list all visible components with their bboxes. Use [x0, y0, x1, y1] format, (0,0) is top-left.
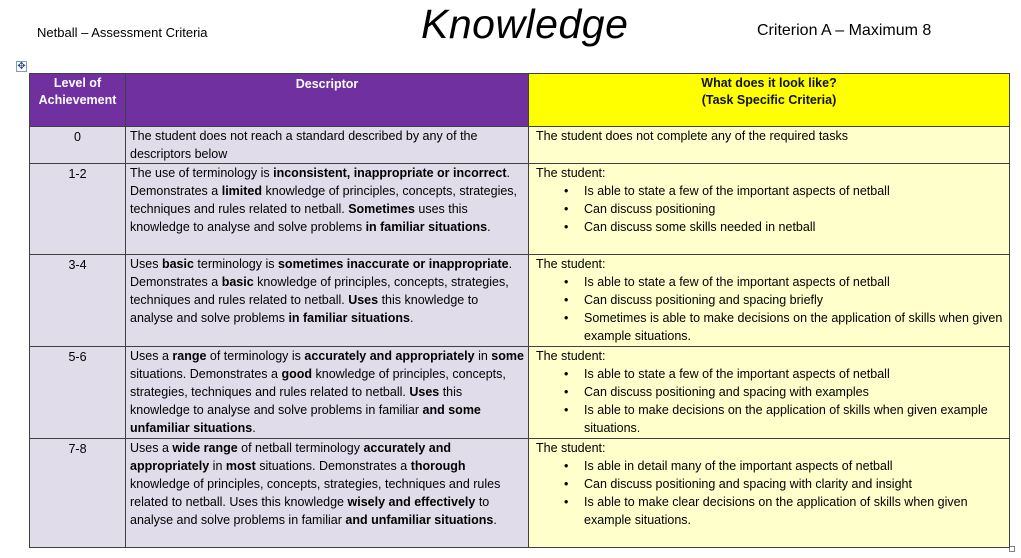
bullet-icon: • [564, 220, 569, 234]
achievement-level-cell: 7-8 [30, 439, 126, 548]
task-bullet-text: Is able to make clear decisions on the application of skills when given example situations. [584, 495, 968, 527]
descriptor-segment: situations. Demonstrates a [255, 459, 411, 473]
task-criteria-cell [529, 127, 1010, 164]
descriptor-emphasis: thorough [410, 459, 466, 473]
descriptor-cell [126, 439, 529, 548]
descriptor-segment: in [209, 459, 226, 473]
header-task-line1: What does it look like? [701, 76, 837, 90]
table-move-icon[interactable]: ✥ [17, 61, 26, 72]
bullet-icon: • [564, 459, 569, 473]
task-bullet-text: Can discuss positioning and spacing with clarity and insight [584, 477, 912, 491]
task-bullet-item [564, 273, 1003, 291]
descriptor-segment: this knowledge to analyse and solve problems [130, 293, 479, 325]
task-bullet-item [564, 457, 1003, 475]
task-bullet-item [564, 182, 1003, 200]
task-bullet-text: Can discuss positioning and spacing briefly [584, 293, 824, 307]
table-header-row [30, 74, 1010, 127]
descriptor-segment: in [474, 349, 492, 363]
task-criteria-cell [529, 164, 1010, 255]
descriptor-segment: knowledge of principles, concepts, strategies, techniques and rules related to netball. Uses this knowledge [130, 477, 501, 509]
task-intro-text: The student does not complete any of the required tasks [536, 129, 848, 143]
descriptor-text [130, 164, 524, 236]
descriptor-segment: situations. Demonstrates a [130, 367, 282, 381]
descriptor-emphasis: some [491, 349, 524, 363]
descriptor-emphasis: accurately and appropriately [130, 441, 451, 473]
bullet-icon: • [564, 477, 569, 491]
bullet-icon: • [564, 311, 569, 325]
task-bullet-text: Is able in detail many of the important aspects of netball [584, 459, 893, 473]
descriptor-segment: . Demonstrates a [130, 166, 510, 198]
task-bullet-list [536, 273, 1003, 345]
descriptor-segment: of terminology is [206, 349, 305, 363]
task-bullet-item [564, 383, 1003, 401]
descriptor-emphasis: and unfamiliar situations [345, 513, 494, 527]
page-title: Knowledge [421, 1, 629, 47]
descriptor-segment: Uses a [130, 349, 173, 363]
task-bullet-list [536, 457, 1003, 529]
task-bullet-item [564, 218, 1003, 236]
table-row [30, 164, 1010, 255]
table-row [30, 255, 1010, 347]
descriptor-emphasis: in familiar situations [288, 311, 410, 325]
task-intro-text: The student: [536, 349, 606, 363]
descriptor-emphasis: sometimes inaccurate or inappropriate [277, 257, 509, 271]
descriptor-emphasis: basic [221, 275, 254, 289]
descriptor-emphasis: Uses [409, 385, 440, 399]
bullet-icon: • [564, 275, 569, 289]
descriptor-emphasis: most [225, 459, 256, 473]
task-bullet-text: Can discuss some skills needed in netball [584, 220, 816, 234]
descriptor-emphasis: wisely and effectively [347, 495, 476, 509]
task-bullet-item [564, 309, 1003, 345]
task-criteria-cell [529, 255, 1010, 347]
descriptor-segment: knowledge of principles, concepts, strategies, techniques and rules related to netball. [130, 275, 509, 307]
descriptor-segment: The student does not reach a standard described by any of the descriptors below [130, 129, 478, 161]
descriptor-cell [126, 255, 529, 347]
bullet-icon: • [564, 184, 569, 198]
assessment-rubric-table [29, 73, 1010, 548]
task-criteria-cell [529, 439, 1010, 548]
document-subtitle: Netball – Assessment Criteria [37, 25, 208, 40]
task-bullet-item [564, 475, 1003, 493]
descriptor-segment: Uses a [130, 441, 173, 455]
descriptor-emphasis: accurately and appropriately [304, 349, 475, 363]
descriptor-text [130, 127, 524, 163]
descriptor-text [130, 255, 524, 327]
task-bullet-item [564, 365, 1003, 383]
table-body [30, 127, 1010, 548]
descriptor-emphasis: wide range [172, 441, 238, 455]
task-bullet-text: Is able to state a few of the important aspects of netball [584, 367, 890, 381]
task-intro-text: The student: [536, 441, 606, 455]
bullet-icon: • [564, 293, 569, 307]
header-task-specific-criteria [529, 74, 1010, 127]
descriptor-emphasis: Sometimes [348, 202, 415, 216]
descriptor-segment: knowledge of principles, concepts, strategies, techniques and rules related to netball. [130, 367, 506, 399]
descriptor-segment: this knowledge to analyse and solve problems in familiar [130, 385, 463, 417]
descriptor-emphasis: Uses [348, 293, 379, 307]
table-row [30, 439, 1010, 548]
achievement-level-cell: 5-6 [30, 347, 126, 439]
bullet-icon: • [564, 367, 569, 381]
bullet-icon: • [564, 403, 569, 417]
descriptor-cell [126, 127, 529, 164]
header-level-of-achievement: Level of Achievement [30, 74, 126, 127]
descriptor-emphasis: basic [161, 257, 194, 271]
descriptor-segment: . [487, 220, 491, 234]
descriptor-emphasis: in familiar situations [365, 220, 488, 234]
task-bullet-item [564, 401, 1003, 437]
descriptor-segment: . [252, 421, 256, 435]
bullet-icon: • [564, 202, 569, 216]
task-intro-text: The student: [536, 257, 606, 271]
task-bullet-text: Can discuss positioning and spacing with examples [584, 385, 869, 399]
task-bullet-text: Sometimes is able to make decisions on the application of skills when given example situations. [584, 311, 1003, 343]
header-task-line2: (Task Specific Criteria) [701, 93, 837, 107]
descriptor-segment: uses this knowledge to analyse and solve problems [130, 202, 468, 234]
task-bullet-text: Is able to make decisions on the application of skills when given example situations. [584, 403, 988, 435]
achievement-level-cell: 3-4 [30, 255, 126, 347]
task-bullet-list [536, 365, 1003, 437]
criterion-label: Criterion A – Maximum 8 [757, 22, 932, 39]
descriptor-segment: . Demonstrates a [130, 257, 513, 289]
task-bullet-item [564, 493, 1003, 529]
descriptor-emphasis: limited [221, 184, 263, 198]
descriptor-segment: Uses [130, 257, 162, 271]
task-intro-text: The student: [536, 166, 606, 180]
descriptor-segment: The use of terminology is [130, 166, 274, 180]
task-bullet-text: Can discuss positioning [584, 202, 716, 216]
descriptor-text [130, 347, 524, 437]
task-bullet-text: Is able to state a few of the important aspects of netball [584, 184, 890, 198]
descriptor-segment: knowledge of principles, concepts, strategies, techniques and rules related to netball. [130, 184, 518, 216]
task-bullet-list [536, 182, 1003, 236]
descriptor-text [130, 439, 524, 529]
descriptor-emphasis: good [281, 367, 313, 381]
table-row [30, 347, 1010, 439]
achievement-level-cell: 1-2 [30, 164, 126, 255]
descriptor-emphasis: inconsistent, inappropriate or incorrect [273, 166, 507, 180]
table-row [30, 127, 1010, 164]
task-criteria-cell [529, 347, 1010, 439]
task-bullet-item [564, 291, 1003, 309]
descriptor-cell [126, 347, 529, 439]
descriptor-emphasis: range [172, 349, 207, 363]
header-descriptor: Descriptor [126, 74, 529, 127]
descriptor-emphasis: and some unfamiliar situations [130, 403, 481, 435]
descriptor-segment: of netball terminology [237, 441, 364, 455]
bullet-icon: • [564, 385, 569, 399]
descriptor-cell [126, 164, 529, 255]
descriptor-segment: . [410, 311, 414, 325]
achievement-level-cell: 0 [30, 127, 126, 164]
descriptor-segment: terminology is [193, 257, 278, 271]
descriptor-segment: . [493, 513, 497, 527]
task-bullet-text: Is able to state a few of the important aspects of netball [584, 275, 890, 289]
task-bullet-item [564, 200, 1003, 218]
descriptor-segment: to analyse and solve problems in familiar [130, 495, 490, 527]
bullet-icon: • [564, 495, 569, 509]
